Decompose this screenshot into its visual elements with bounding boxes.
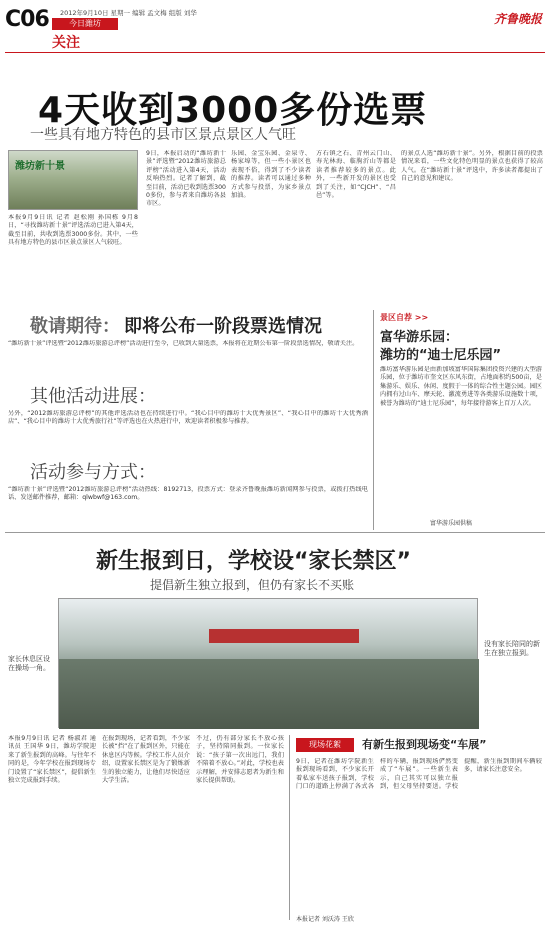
- block-expect-label: 敬请期待：: [30, 316, 120, 337]
- intro-col4: 方石镇之石、青州云门山、寿光林海、临朐沂山等都是读者推荐较多的景点。此外，一些新开发的景区也受到了关注，如“CJCH”、“昌邑”等。: [316, 150, 396, 200]
- article2-top-rule: [5, 532, 545, 533]
- section-title: 关注: [52, 35, 80, 51]
- date-line: 2012年9月10日 星期一 编辑 孟文梅 组版 刘华: [60, 9, 197, 17]
- block-join-text: “潍坊新十景”评选暨“2012潍坊旅游总评榜”活动热线：8192713，投票方式：登录齐鲁晚报潍坊新闻网参与投票，或拨打热线电话、发送邮件推荐，邮箱：qlwbwf@163.com。: [8, 486, 368, 502]
- headline-subtitle: 一些具有地方特色的县市区景点景区人气旺: [30, 127, 296, 143]
- photo-caption-right: 没有家长陪同的新生在独立报到。: [484, 640, 540, 657]
- page-code: C06: [5, 7, 49, 32]
- sidebar-tag: 景区自荐 >>: [380, 313, 429, 322]
- section-tag: 今日潍坊: [52, 18, 118, 30]
- sidebar-divider: [373, 310, 374, 530]
- article2-title: 新生报到日，学校设“家长禁区”: [96, 549, 411, 574]
- photo-caption-left: 家长休息区设在操场一角。: [8, 655, 50, 672]
- header-rule: [5, 52, 545, 53]
- intro-lead: 本报9月9日讯 记者 赵松刚 孙国栋 9月8日，“寻找潍坊新十景”评选活动已进入第4天，截至目前，共收到选票3000多份。其中，一些具有地方特色的县市区景点景区人气较旺。: [8, 214, 138, 247]
- block-expect-text: “潍坊新十景”评选暨“2012潍坊旅游总评榜”活动进行至今，已收到大量选票，本报将在近期公布第一阶段票选情况，敬请关注。: [8, 340, 359, 347]
- intro-col2: 9日，本报启动的“潍坊新十景”评选暨“2012潍坊旅游总评榜”活动进入第4天，活动反响热烈。记者了解到，截至目前，活动已收到选票3000多份，参与者来自潍坊各县市区。: [146, 150, 226, 208]
- intro-photo: [8, 150, 138, 210]
- article2-col1: 本报9月9日讯 记者 杨淑君 通讯员 王国华 9日，潍坊学院迎来了新生报到的高峰。与往年不同的是，今年学校在报到现场专门设置了“家长禁区”，提倡新生独立完成报到手续。: [8, 735, 96, 785]
- intro-col3: 乐园、金宝乐园、金泉寺、杨家埠等，但一些小景区也表现不俗，得到了不少读者的推荐。读者可以通过多种方式参与投票，为家乡景点加油。: [231, 150, 311, 200]
- spot-byline: 本报记者 刘沃涛 王欣: [296, 916, 354, 923]
- block-expect-title: 即将公布一阶段票选情况: [124, 316, 322, 337]
- banner-shape: [209, 629, 359, 643]
- crowd-band: [59, 659, 479, 729]
- sidebar-text: 潍坊富华游乐园是由新加坡富华国际集团投资兴建的大型游乐园，位于潍坊市奎文区东风东街，占地面积约500亩，是集游乐、娱乐、休闲、度假于一体的综合性主题公园。园区内拥有过山车、摩天轮、激流勇进等各类游乐设施数十项，被誉为潍坊的“迪士尼乐园”，每年接待游客上百万人次。: [380, 366, 542, 407]
- block-progress-text: 另外，“2012潍坊旅游总评榜”的其他评选活动也在持续进行中。“我心目中的潍坊十大优秀景区”、“我心目中的潍坊十大优秀酒店”、“我心目中的潍坊十大优秀旅行社”等评选也在火热进行中，欢迎读者积极参与推荐。: [8, 410, 368, 426]
- intro-col5: 的景点人选“潍坊新十景”。另外，根据目前的投票情况来看，一些文化特色明显的景点也获得了较高人气。在“潍坊新十景”评选中，许多读者都提出了自己的意见和建议。: [401, 150, 543, 183]
- block-progress-label: 其他活动进展：: [30, 386, 156, 407]
- article2-col2: 在报到现场，记者看到，不少家长被“挡”在了报到区外，只能在休息区内等候。学校工作人员介绍，设置家长禁区是为了锻炼新生的独立能力，让他们尽快适应大学生活。: [102, 735, 190, 785]
- spot-text: 9日，记者在潍坊学院新生报到现场看到，不少家长开着私家车送孩子报到，学校门口的道路上停满了各式各样的车辆，报到现场俨然变成了“车展”。一些新生表示，自己其实可以独立报到，但父母坚持要送。学校提醒，新生报到期间车辆较多，请家长注意安全。: [296, 758, 542, 791]
- article2-divider: [289, 735, 290, 920]
- sidebar-byline: 富华游乐园供稿: [430, 520, 473, 527]
- block-expect-heading: [30, 312, 322, 338]
- article2-subtitle: 提倡新生独立报到，但仍有家长不买账: [150, 578, 355, 592]
- newspaper-brand: 齐鲁晚报: [493, 12, 542, 26]
- article2-photo: [58, 598, 478, 728]
- sidebar-title-2: 潍坊的“迪士尼乐园”: [380, 348, 502, 363]
- spot-title: 有新生报到现场变“车展”: [362, 738, 487, 751]
- spot-label: 现场花絮: [296, 738, 354, 752]
- sidebar-title-1: 富华游乐园：: [380, 330, 459, 345]
- headline: 4天收到3000多份选票: [38, 90, 428, 131]
- article2-col3: 不过，仍有部分家长不放心孩子，坚持陪同报到。一位家长说：“孩子第一次出远门，我们不陪着不放心。”对此，学校也表示理解，并安排志愿者为新生和家长提供帮助。: [196, 735, 284, 785]
- block-join-label: 活动参与方式：: [30, 462, 156, 483]
- intro-photo-title: 潍坊新十景: [15, 161, 65, 172]
